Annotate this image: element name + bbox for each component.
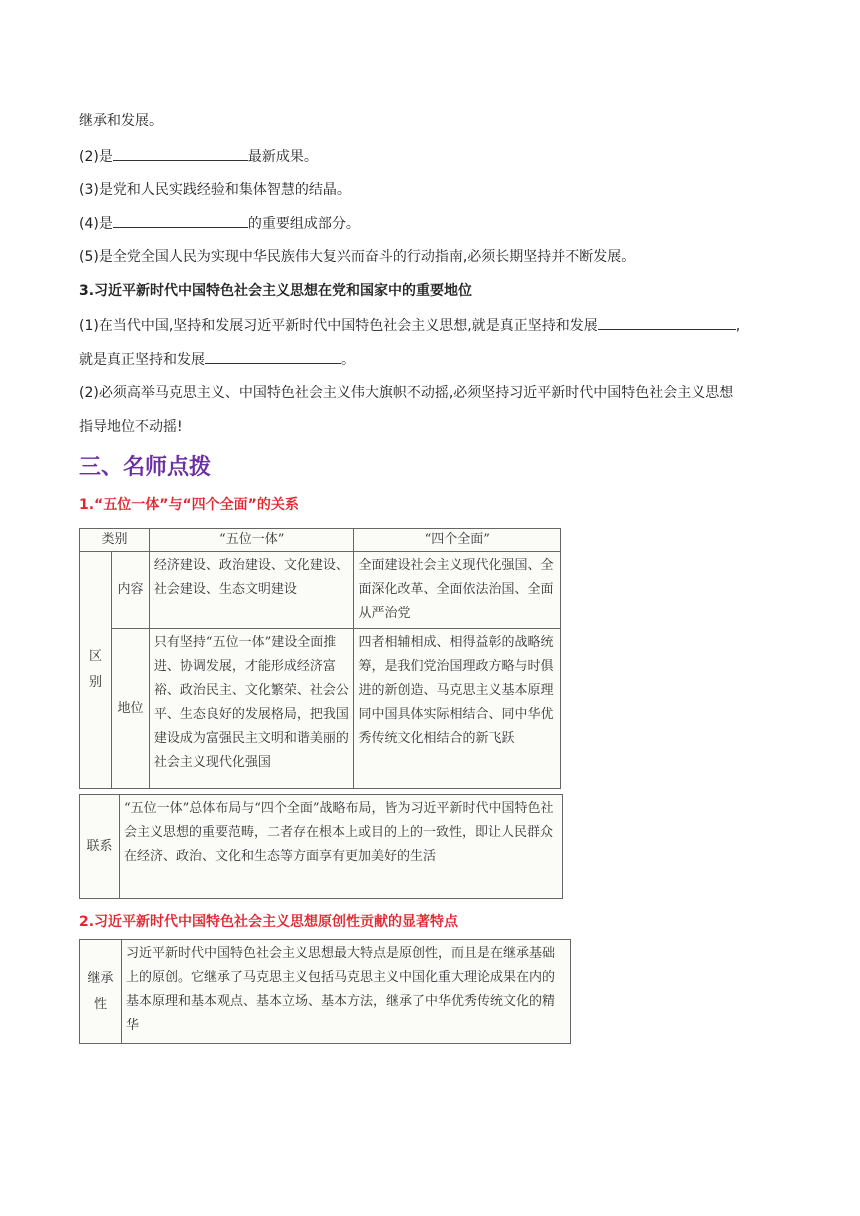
fill-blank-3[interactable] [598, 315, 736, 330]
connection-table [79, 794, 563, 899]
subheading-2: 2.习近平新时代中国特色社会主义思想原创性贡献的显著特点 [79, 914, 459, 930]
relation-table [79, 528, 561, 789]
intro-line-2-start: (2)是 [79, 149, 113, 165]
inheritance-table [79, 939, 571, 1044]
heading-3: 3.习近平新时代中国特色社会主义思想在党和国家中的重要地位 [79, 283, 473, 299]
header-category: 类别 [80, 529, 150, 552]
intro-line-3: (3)是党和人民实践经验和集体智慧的结晶。 [79, 182, 351, 198]
intro-line-5: (5)是全党全国人民为实现中华民族伟大复兴而奋斗的行动指南,必须长期坚持并不断发展。 [79, 249, 636, 265]
intro-line-4-start: (4)是 [79, 216, 113, 232]
section-title: 三、名师点拨 [79, 455, 212, 480]
para-2-line-2: 指导地位不动摇! [79, 419, 183, 435]
para-1-comma: , [735, 318, 741, 334]
header-five-in-one: “五位一体” [149, 529, 354, 552]
label-content: 内容 [111, 552, 149, 629]
label-difference: 区 别 [80, 552, 112, 789]
intro-line-4-end: 的重要组成部分。 [247, 216, 360, 232]
intro-line-4 [79, 213, 360, 234]
connection-text: “五位一体”总体布局与“四个全面”战略布局，皆为习近平新时代中国特色社会主义思想的重要范畴，二者存在根本上或目的上的一致性，即让人民群众在经济、政治、文化和生态等方面享有更加美好的生活 [119, 795, 562, 899]
label-status: 地位 [111, 629, 149, 789]
fill-blank-1[interactable] [113, 146, 248, 161]
status-five-in-one: 只有坚持“五位一体”建设全面推进、协调发展，才能形成经济富裕、政治民主、文化繁荣、社会公平、生态良好的发展格局，把我国建设成为富强民主文明和谐美丽的社会主义现代化强国 [149, 629, 354, 789]
label-inheritance: 继承 性 [80, 940, 122, 1044]
para-2-line-1: (2)必须高举马克思主义、中国特色社会主义伟大旗帜不动摇,必须坚持习近平新时代中国特色社会主义思想 [79, 385, 734, 401]
para-1-text-2: 就是真正坚持和发展 [79, 352, 205, 368]
inheritance-text: 习近平新时代中国特色社会主义思想最大特点是原创性，而且是在继承基础上的原创。它继承了马克思主义包括马克思主义中国化重大理论成果在内的基本原理和基本观点、基本立场、基本方法，继承了中华优秀传统文化的精华 [121, 940, 570, 1044]
intro-line-2 [79, 146, 318, 167]
header-four-comprehensive: “四个全面” [354, 529, 561, 552]
label-connection: 联系 [80, 795, 120, 899]
content-four-comprehensive: 全面建设社会主义现代化强国、全面深化改革、全面依法治国、全面从严治党 [354, 552, 561, 629]
fill-blank-4[interactable] [205, 349, 341, 364]
para-1-period: 。 [341, 352, 355, 368]
status-four-comprehensive: 四者相辅相成、相得益彰的战略统筹，是我们党治国理政方略与时俱进的新创造、马克思主义基本原理同中国具体实际相结合、同中华优秀传统文化相结合的新飞跃 [354, 629, 561, 789]
intro-line-2-end: 最新成果。 [247, 149, 318, 165]
intro-line-1: 继承和发展。 [79, 113, 163, 129]
para-1-line-1 [79, 315, 740, 336]
fill-blank-2[interactable] [113, 213, 248, 228]
para-1-text: (1)在当代中国,坚持和发展习近平新时代中国特色社会主义思想,就是真正坚持和发展 [79, 318, 598, 334]
content-five-in-one: 经济建设、政治建设、文化建设、社会建设、生态文明建设 [149, 552, 354, 629]
para-1-line-2 [79, 349, 355, 370]
subheading-1: 1.“五位一体”与“四个全面”的关系 [79, 497, 299, 513]
